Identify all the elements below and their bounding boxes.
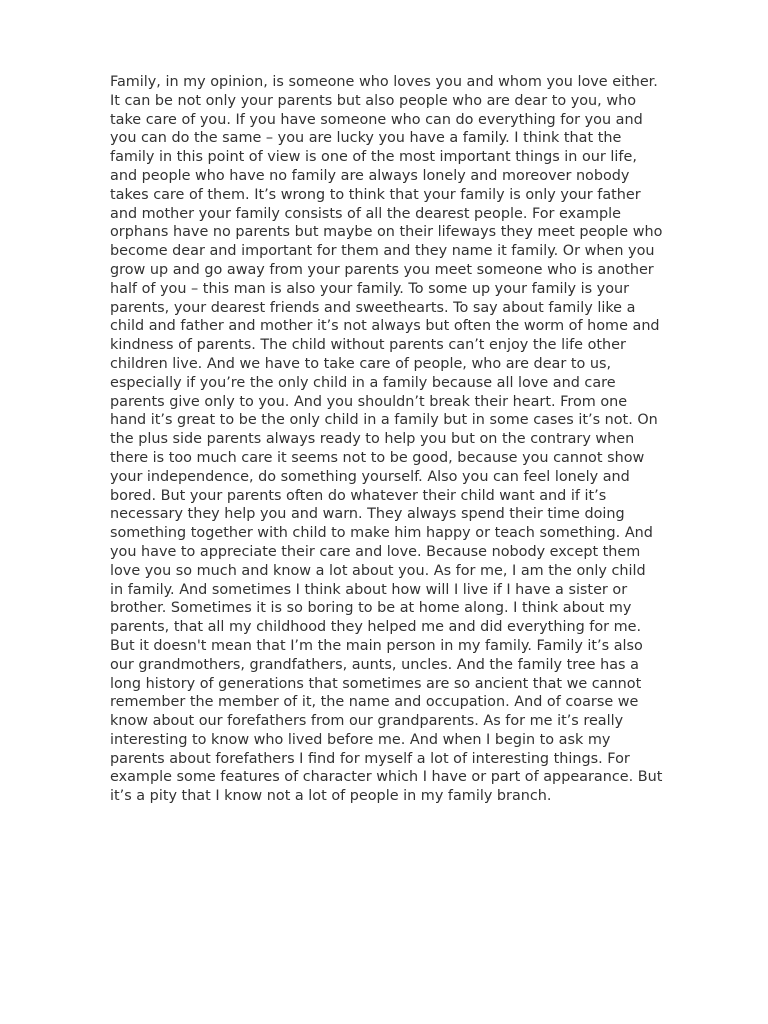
text-line: children live. And we have to take care of people, who are dear to us, bbox=[110, 355, 612, 372]
text-line: remember the member of it, the name and occupation. And of coarse we bbox=[110, 694, 639, 711]
text-line: long history of generations that sometimes are so ancient that we cannot bbox=[110, 675, 642, 692]
text-line: know about our forefathers from our grandparents. As for me it’s really bbox=[110, 713, 624, 730]
text-line: and people who have no family are always lonely and moreover nobody bbox=[110, 167, 630, 184]
text-line: you can do the same – you are lucky you have a family. I think that the bbox=[110, 130, 622, 147]
text-line: take care of you. If you have someone who can do everything for you and bbox=[110, 111, 643, 128]
text-line: in family. And sometimes I think about how will I live if I have a sister or bbox=[110, 581, 628, 598]
text-line: grow up and go away from your parents you meet someone who is another bbox=[110, 261, 654, 278]
text-line: something together with child to make him happy or teach something. And bbox=[110, 525, 653, 542]
text-line: our grandmothers, grandfathers, aunts, uncles. And the family tree has a bbox=[110, 656, 639, 673]
text-line: become dear and important for them and they name it family. Or when you bbox=[110, 243, 655, 260]
text-line: It can be not only your parents but also people who are dear to you, who bbox=[110, 92, 637, 109]
text-line: there is too much care it seems not to be good, because you cannot show bbox=[110, 449, 645, 466]
text-line: example some features of character which I have or part of appearance. But bbox=[110, 769, 663, 786]
text-line: your independence, do something yourself. Also you can feel lonely and bbox=[110, 468, 630, 485]
text-line: orphans have no parents but maybe on their lifeways they meet people who bbox=[110, 224, 663, 241]
text-line: But it doesn't mean that I’m the main person in my family. Family it’s also bbox=[110, 637, 643, 654]
text-line: family in this point of view is one of the most important things in our life, bbox=[110, 149, 637, 166]
text-line: takes care of them. It’s wrong to think that your family is only your father bbox=[110, 186, 641, 203]
text-line: and mother your family consists of all the dearest people. For example bbox=[110, 205, 621, 222]
text-line: Family, in my opinion, is someone who loves you and whom you love either. bbox=[110, 74, 658, 90]
text-line: kindness of parents. The child without parents can’t enjoy the life other bbox=[110, 337, 626, 354]
text-line: interesting to know who lived before me. And when I begin to ask my bbox=[110, 731, 611, 748]
text-line: child and father and mother it’s not always but often the worm of home and bbox=[110, 318, 660, 335]
text-line: parents give only to you. And you shouldn’t break their heart. From one bbox=[110, 393, 628, 410]
text-line: half of you – this man is also your family. To some up your family is your bbox=[110, 280, 630, 297]
text-line: parents, that all my childhood they helped me and did everything for me. bbox=[110, 619, 642, 636]
text-line: brother. Sometimes it is so boring to be at home along. I think about my bbox=[110, 600, 632, 617]
text-line: parents about forefathers I find for myself a lot of interesting things. For bbox=[110, 750, 630, 767]
text-line: hand it’s great to be the only child in a family but in some cases it’s not. On bbox=[110, 412, 658, 429]
essay-paragraph bbox=[110, 73, 710, 806]
text-line: bored. But your parents often do whatever their child want and if it’s bbox=[110, 487, 607, 504]
text-line: especially if you’re the only child in a family because all love and care bbox=[110, 374, 616, 391]
text-line: it’s a pity that I know not a lot of people in my family branch. bbox=[110, 788, 552, 805]
text-line: you have to appreciate their care and love. Because nobody except them bbox=[110, 543, 641, 560]
text-line: necessary they help you and warn. They always spend their time doing bbox=[110, 506, 625, 523]
text-line: parents, your dearest friends and sweethearts. To say about family like a bbox=[110, 299, 636, 316]
text-line: love you so much and know a lot about you. As for me, I am the only child bbox=[110, 562, 646, 579]
text-line: the plus side parents always ready to help you but on the contrary when bbox=[110, 431, 635, 448]
